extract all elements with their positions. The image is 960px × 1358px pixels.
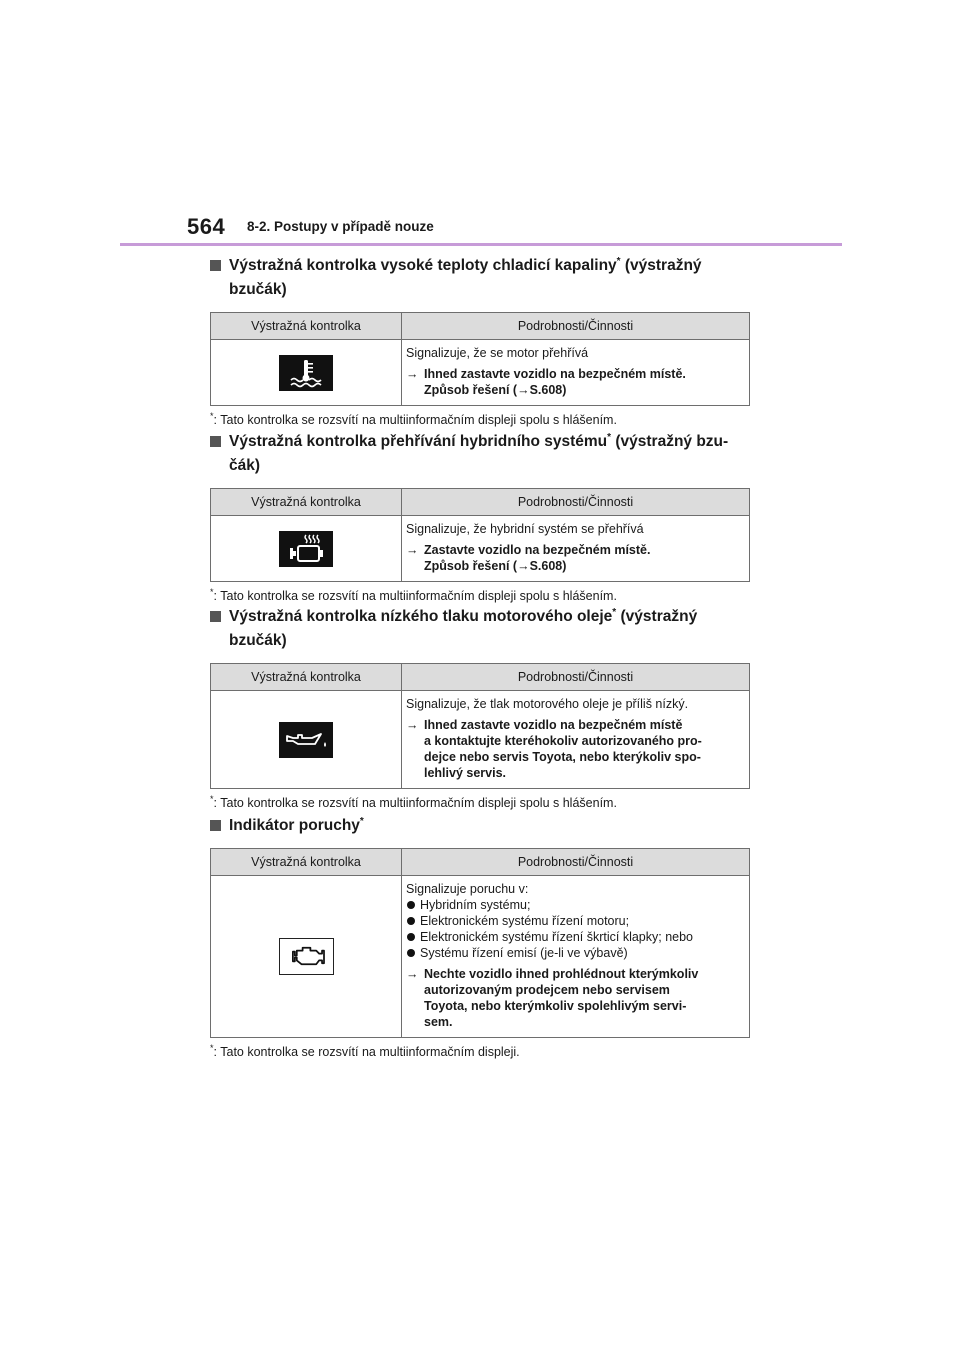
action-text: → Ihned zastavte vozidlo na bezpečném místě. Způsob řešení (→S.608) xyxy=(406,367,686,397)
column-header-light: Výstražná kontrolka xyxy=(211,489,402,516)
hybrid-system-overheat-icon xyxy=(279,531,333,567)
page-reference[interactable]: S.608) xyxy=(529,383,567,397)
warning-table xyxy=(210,663,750,789)
section-heading: Výstražná kontrolka nízkého tlaku motorového oleje* (výstražný bzučák) xyxy=(210,605,751,653)
list-item: Hybridním systému; xyxy=(406,897,743,913)
square-bullet-icon xyxy=(210,436,221,447)
action-text: → Zastavte vozidlo na bezpečném místě. Způsob řešení (→S.608) xyxy=(406,543,651,573)
square-bullet-icon xyxy=(210,260,221,271)
section-heading: Výstražná kontrolka přehřívání hybridního systému* (výstražný bzu- čák) xyxy=(210,430,751,478)
warning-table xyxy=(210,312,750,406)
section-oil-pressure xyxy=(210,605,751,810)
column-header-details: Podrobnosti/Činnosti xyxy=(402,664,750,691)
arrow-icon: → xyxy=(406,543,419,557)
square-bullet-icon xyxy=(210,611,221,622)
column-header-light: Výstražná kontrolka xyxy=(211,313,402,340)
arrow-icon: → xyxy=(406,718,419,732)
page-reference[interactable]: S.608) xyxy=(529,559,567,573)
warning-table xyxy=(210,488,750,582)
list-item: Elektronickém systému řízení motoru; xyxy=(406,913,743,929)
footnote: *: Tato kontrolka se rozsvítí na multiinformačním displeji spolu s hlášením. xyxy=(210,410,617,427)
footnote: *: Tato kontrolka se rozsvítí na multiinformačním displeji. xyxy=(210,1042,520,1059)
description-text: Signalizuje poruchu v: xyxy=(406,882,529,896)
square-bullet-icon xyxy=(210,820,221,831)
chapter-title: 8-2. Postupy v případě nouze xyxy=(247,219,434,234)
cause-list xyxy=(406,897,743,961)
coolant-temperature-icon xyxy=(279,355,333,391)
section-malfunction-indicator xyxy=(210,814,751,1059)
arrow-icon: → xyxy=(406,367,419,381)
section-heading: Indikátor poruchy* xyxy=(210,814,751,838)
list-item: Systému řízení emisí (je-li ve výbavě) xyxy=(406,945,743,961)
header-rule xyxy=(120,243,842,246)
section-hybrid-overheat xyxy=(210,430,751,603)
action-text: → Nechte vozidlo ihned prohlédnout kterýmkoliv autorizovaným prodejcem nebo servisem Toyota, nebo kterýmkoliv spolehlivým servi- sem. xyxy=(406,967,699,1029)
description-text: Signalizuje, že tlak motorového oleje je příliš nízký. xyxy=(406,697,689,711)
section-coolant-temperature xyxy=(210,254,751,427)
column-header-details: Podrobnosti/Činnosti xyxy=(402,313,750,340)
column-header-details: Podrobnosti/Činnosti xyxy=(402,849,750,876)
warning-table xyxy=(210,848,750,1038)
action-text: → Ihned zastavte vozidlo na bezpečném místě a kontaktujte kteréhokoliv autorizovaného pro- dejce nebo servis Toyota, nebo kterýkoliv spo- lehlivý servis. xyxy=(406,718,702,780)
column-header-light: Výstražná kontrolka xyxy=(211,664,402,691)
column-header-light: Výstražná kontrolka xyxy=(211,849,402,876)
list-item: Elektronickém systému řízení škrticí klapky; nebo xyxy=(406,929,743,945)
description-text: Signalizuje, že se motor přehřívá xyxy=(406,346,589,360)
description-text: Signalizuje, že hybridní systém se přehřívá xyxy=(406,522,644,536)
check-engine-icon xyxy=(279,938,334,975)
section-heading: Výstražná kontrolka vysoké teploty chladicí kapaliny* (výstražný bzučák) xyxy=(210,254,751,302)
footnote: *: Tato kontrolka se rozsvítí na multiinformačním displeji spolu s hlášením. xyxy=(210,793,617,810)
footnote: *: Tato kontrolka se rozsvítí na multiinformačním displeji spolu s hlášením. xyxy=(210,586,617,603)
oil-pressure-icon xyxy=(279,722,333,758)
page-number: 564 xyxy=(187,214,226,239)
arrow-icon: → xyxy=(406,967,419,981)
column-header-details: Podrobnosti/Činnosti xyxy=(402,489,750,516)
